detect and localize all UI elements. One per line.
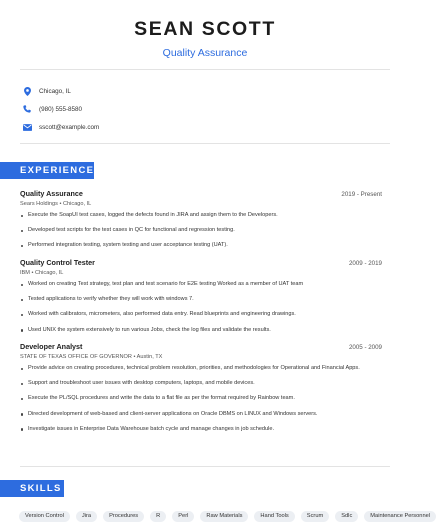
bullet-item: Performed integration testing, system testing and user acceptance testing (UAT).: [20, 242, 382, 249]
skill-chip: Jira: [76, 511, 97, 522]
email-icon: [22, 122, 32, 132]
job-bullets: [20, 365, 382, 433]
bullet-item: Investigate issues in Enterprise Data Warehouse batch cycle and manage changes in job schedule.: [20, 426, 382, 433]
job-company: Sears Holdings • Chicago, IL: [20, 201, 92, 207]
bullet-item: Execute the PL/SQL procedures and write the data to a flat file as per the format required by Rainbow team.: [20, 395, 382, 402]
bullet-item: Used UNIX the system extensively to run various Jobs, check the log files and validate the results.: [20, 327, 382, 334]
job-dates: 2009 - 2019: [348, 260, 382, 267]
job-dates: 2019 - Present: [341, 191, 382, 198]
job-bullets: [20, 281, 382, 334]
job-company: STATE OF TEXAS OFFICE OF GOVERNOR • Austin, TX: [20, 354, 163, 360]
job-entry: [20, 342, 382, 441]
bullet-item: Support and troubleshoot user issues with desktop computers, laptops, and mobile devices.: [20, 380, 382, 387]
bullet-item: Provide advice on creating procedures, technical problem resolution, priorities, and methodologies for Operational and Financial Apps.: [20, 365, 382, 372]
bullet-item: Execute the SoapUI test cases, logged the defects found in JIRA and assign them to the Developers.: [20, 212, 382, 219]
header-divider: [20, 69, 390, 70]
job-title: Quality Control Tester: [20, 258, 95, 267]
resume-header: [0, 0, 410, 59]
skill-chip: Maintenance Personnel: [364, 511, 436, 522]
location-pin-icon: [22, 86, 32, 96]
bullet-item: Worked on creating Test strategy, test plan and test scenario for E2E testing Worked as a member of UAT team: [20, 281, 382, 288]
job-title: Developer Analyst: [20, 342, 83, 351]
bullet-item: Directed development of web-based and client-server applications on Oracle DBMS on LINUX and Windows servers.: [20, 411, 382, 418]
contact-phone-text: (980) 555-8580: [39, 105, 83, 113]
contact-phone: [22, 100, 82, 118]
skill-chip: Raw Materials: [200, 511, 248, 522]
bullet-item: Tested applications to verify whether they will work with windows 7.: [20, 296, 382, 303]
contact-email-text: sscott@example.com: [39, 123, 100, 131]
skill-chip: Procedures: [103, 511, 144, 522]
skill-chip: Hand Tools: [254, 511, 294, 522]
skill-chip: R: [150, 511, 166, 522]
skill-chip: Sdlc: [335, 511, 358, 522]
contact-email: [22, 118, 99, 136]
contact-location-text: Chicago, IL: [39, 87, 71, 95]
job-entry: [20, 258, 382, 342]
skill-chip: Version Control: [19, 511, 70, 522]
candidate-name: SEAN SCOTT: [134, 18, 276, 40]
skill-chip: Perl: [172, 511, 194, 522]
bullet-item: Developed test scripts for the test cases in QC for functional and regression testing.: [20, 227, 382, 234]
experience-section-title: EXPERIENCE: [0, 162, 94, 179]
skills-list: [19, 511, 431, 522]
candidate-role: Quality Assurance: [162, 47, 248, 59]
skills-section-title: SKILLS: [0, 480, 64, 497]
experience-divider: [20, 466, 390, 467]
contact-location: [22, 82, 71, 100]
contact-divider: [20, 143, 390, 144]
job-bullets: [20, 212, 382, 250]
bullet-item: Worked with calibrators, micrometers, also performed data entry. Read blueprints and engineering drawings.: [20, 311, 382, 318]
job-title: Quality Assurance: [20, 189, 83, 198]
job-company: IBM • Chicago, IL: [20, 270, 64, 276]
skill-chip: Scrum: [301, 511, 329, 522]
phone-icon: [22, 104, 32, 114]
job-dates: 2005 - 2009: [348, 344, 382, 351]
job-entry: [20, 189, 382, 258]
